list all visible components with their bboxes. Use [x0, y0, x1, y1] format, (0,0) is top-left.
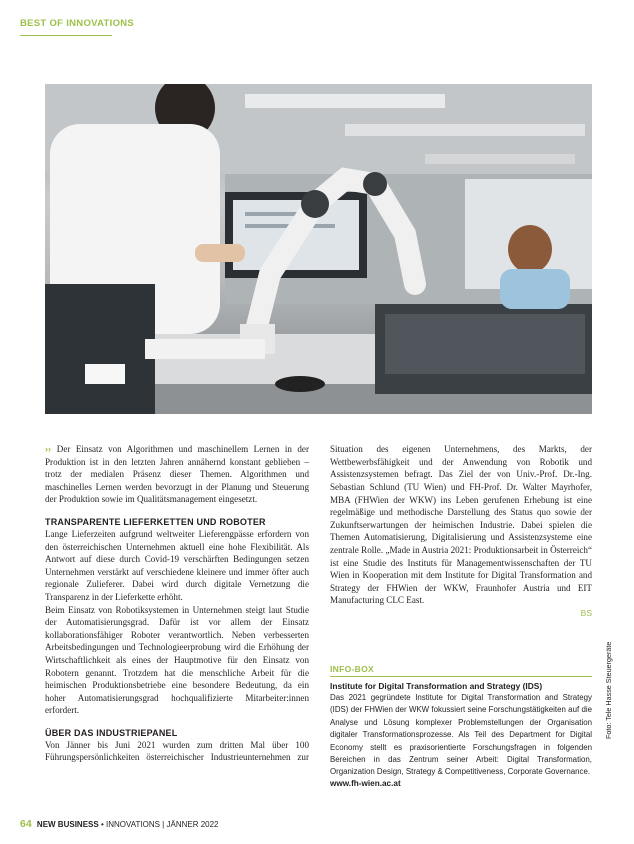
paragraph: Von Jänner bis Juni 2021 wurden zum dritten Mal über 100 Führungspersönlichkeiten österreichischer Industrieunternehmen zur — [45, 739, 309, 763]
photo-credit: Foto: Tele Hasse Steuergeräte — [604, 641, 613, 739]
info-box-subtitle: Institute for Digital Transformation and Strategy (IDS) — [330, 681, 543, 691]
info-box-body: Das 2021 gegründete Institute for Digital Transformation and Strategy (IDS) der FHWien der WKW fokussiert seine Forschungstätigkeiten auf die Analyse und Lösung komplexer Problemstellungen der Organisation digitaler Transformationsprozesse. Als Teil des Department for Digital Economy stellt es praxisorientierte Forschungsfragen in folgenden Bereichen in das Zentrum seiner Arbeit: Digital Transformation, Organization Design, Strategy & Competitiveness, Corporate Governance. — [330, 693, 592, 777]
separator: | — [162, 820, 165, 829]
info-box-title: INFO-BOX — [330, 664, 374, 674]
left-column — [45, 443, 309, 764]
paragraph: Beim Einsatz von Robotiksystemen in Unternehmen steigt laut Studie der Automatisierungsgrad. Dafür ist vor allem der Einsatz kollaborationsfähiger Roboter verantwortlich. Neben verbesserten Arbeitsbedingungen und Technologieerprobung wird die Erhöhung der Wirtschaftlichkeit als eines der Hauptmotive für den Einsatz von Robotern genannt. Trotzdem hat die menschliche Arbeit für die heimischen Produktionsbetriebe eine besondere Bedeutung, da ein hoher Automatisierungsgrad hochqualifizierte Mitarbeiter:innen erfordert. — [45, 604, 309, 716]
paragraph: Lange Lieferzeiten aufgrund weltweiter Lieferengpässe erfordern von den österreichischen Unternehmen aktuell eine hohe Flexibilität. Als Antwort auf diese durch Covid-19 verschärften Bedingungen setzen Unternehmen verstärkt auf verschiedene kleinere und immer öfter auch regionale Zulieferer. Dabei wird durch digitale Vernetzung die Transparenz in der Lieferkette erhöht. — [45, 528, 309, 602]
info-box-rule — [330, 676, 592, 677]
magazine-name: NEW BUSINESS — [36, 820, 99, 829]
section-header: BEST OF INNOVATIONS — [20, 18, 135, 29]
footer-section: INNOVATIONS — [106, 820, 160, 829]
page-number: 64 — [20, 818, 32, 830]
info-box — [330, 664, 592, 788]
section-heading: ÜBER DAS INDUSTRIEPANEL — [45, 727, 178, 738]
chevron-right-icon: ›› — [45, 444, 57, 454]
right-column — [330, 443, 592, 619]
section-heading: TRANSPARENTE LIEFERKETTEN UND ROBOTER — [45, 516, 266, 527]
photo-illustration — [45, 84, 592, 414]
website-link[interactable]: www.fh-wien.ac.at — [330, 778, 401, 788]
author-initials: BS — [580, 608, 592, 618]
page-footer — [20, 818, 219, 830]
robot-lab-photo — [45, 84, 592, 414]
header-rule — [20, 35, 112, 36]
paragraph-continued: Situation des eigenen Unternehmens, des Markts, der Wettbewerbsfähigkeit und der Anwendung von Robotik und Assistenzsystemen befragt. Das Ziel der von Univ.-Prof. Dr.-Ing. Sebastian Schlund (TU Wien) und FH-Prof. Dr. Walter Mayrhofer, MBA (FHWien der WKW) ins Leben gerufenen Erhebung ist eine regelmäßige und methodische Darstellung des Status quo sowie der Zukunftserwartungen der heimischen Industrie. Dabei spielen die Themen Automatisierung, Digitalisierung und Assistenzsysteme eine zentrale Rolle. „Made in Austria 2021: Produktionsarbeit in Österreich“ ist eine Studie des Instituts für Managementwissenschaften der TU Wien in Kooperation mit dem Institute for Digital Transformation and Strategy der FHWien der WKW, Fraunhofer Austria und EIT Manufacturing CLC East. — [330, 444, 592, 606]
issue-date: JÄNNER 2022 — [166, 820, 219, 829]
intro-paragraph: ›› Der Einsatz von Algorithmen und maschinellem Lernen in der Produktion ist in den letzten Jahren annähernd konstant geblieben – trotz der medialen Präsenz dieser Themen. Algorithmen und maschinelles Lernen werden bevorzugt in der Planung und Steuerung der Produktion sowie im Qualitätsmanagement eingesetzt. — [45, 444, 309, 505]
bullet: • — [100, 820, 104, 829]
